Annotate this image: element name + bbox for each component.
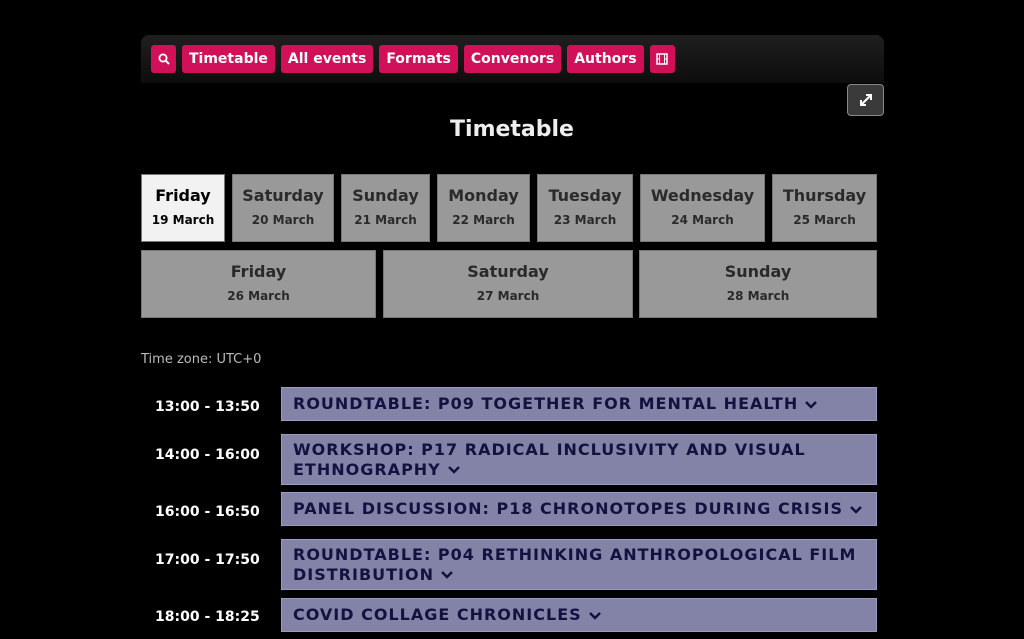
day-tab-saturday-20[interactable] [232,174,334,242]
day-name: Wednesday [650,186,755,205]
chevron-down-icon [447,465,461,475]
nav-convenors[interactable]: Convenors [464,45,561,73]
day-name: Sunday [352,186,419,205]
day-date: 23 March [553,213,617,227]
day-date: 28 March [726,289,790,303]
day-tab-saturday-27[interactable] [383,250,633,318]
fullscreen-button[interactable] [847,84,884,116]
day-tab-monday-22[interactable] [437,174,530,242]
event-time: 17:00 - 17:50 [155,552,260,568]
event-time: 16:00 - 16:50 [155,504,260,520]
day-name: Tuesday [548,186,622,205]
search-button[interactable] [151,45,176,73]
day-name: Friday [230,262,287,281]
event-title: WORKSHOP: P17 RADICAL INCLUSIVITY AND VISUAL ETHNOGRAPHY [293,439,806,479]
event-row[interactable] [281,434,877,485]
timezone-label: Time zone: UTC+0 [141,352,262,367]
day-date: 20 March [251,213,315,227]
chevron-down-icon [849,505,863,515]
event-row[interactable] [281,598,877,632]
event-time: 14:00 - 16:00 [155,447,260,463]
day-tab-friday-26[interactable] [141,250,376,318]
day-name: Saturday [242,186,324,205]
day-date: 24 March [671,213,734,227]
day-name: Monday [448,186,519,205]
event-title: COVID COLLAGE CHRONICLES [293,605,582,624]
nav-formats[interactable]: Formats [379,45,458,73]
chevron-down-icon [804,400,818,410]
day-tab-friday-19[interactable] [141,174,225,242]
nav-timetable[interactable]: Timetable [182,45,275,73]
chevron-down-icon [588,611,602,621]
event-time: 18:00 - 18:25 [155,609,260,625]
top-navigation-bar [141,35,884,83]
day-tab-sunday-28[interactable] [639,250,877,318]
day-date: 27 March [476,289,540,303]
day-name: Sunday [724,262,792,281]
event-title: ROUNDTABLE: P04 RETHINKING ANTHROPOLOGICAL FILM DISTRIBUTION [293,544,857,584]
day-name: Thursday [782,186,867,205]
search-icon [158,53,170,65]
event-row[interactable] [281,387,877,421]
event-title: ROUNDTABLE: P09 TOGETHER FOR MENTAL HEALTH [293,394,799,413]
chevron-down-icon [440,570,454,580]
event-row[interactable] [281,539,877,590]
day-tab-sunday-21[interactable] [341,174,430,242]
day-tab-thursday-25[interactable] [772,174,877,242]
nav-authors[interactable]: Authors [567,45,643,73]
film-button[interactable] [650,45,675,73]
day-name: Saturday [467,262,549,281]
film-icon [656,53,668,65]
page-title: Timetable [450,117,574,142]
day-date: 19 March [151,213,215,227]
nav-all-events[interactable]: All events [281,45,373,73]
day-date: 26 March [227,289,290,303]
event-title: PANEL DISCUSSION: P18 CHRONOTOPES DURING CRISIS [293,499,843,518]
event-row[interactable] [281,492,877,526]
expand-icon [858,92,874,108]
nav-menu [151,45,675,73]
day-tab-wednesday-24[interactable] [640,174,765,242]
day-date: 25 March [793,213,856,227]
day-date: 22 March [452,213,515,227]
event-time: 13:00 - 13:50 [155,399,260,415]
day-date: 21 March [354,213,417,227]
day-tab-tuesday-23[interactable] [537,174,633,242]
day-name: Friday [155,186,211,205]
